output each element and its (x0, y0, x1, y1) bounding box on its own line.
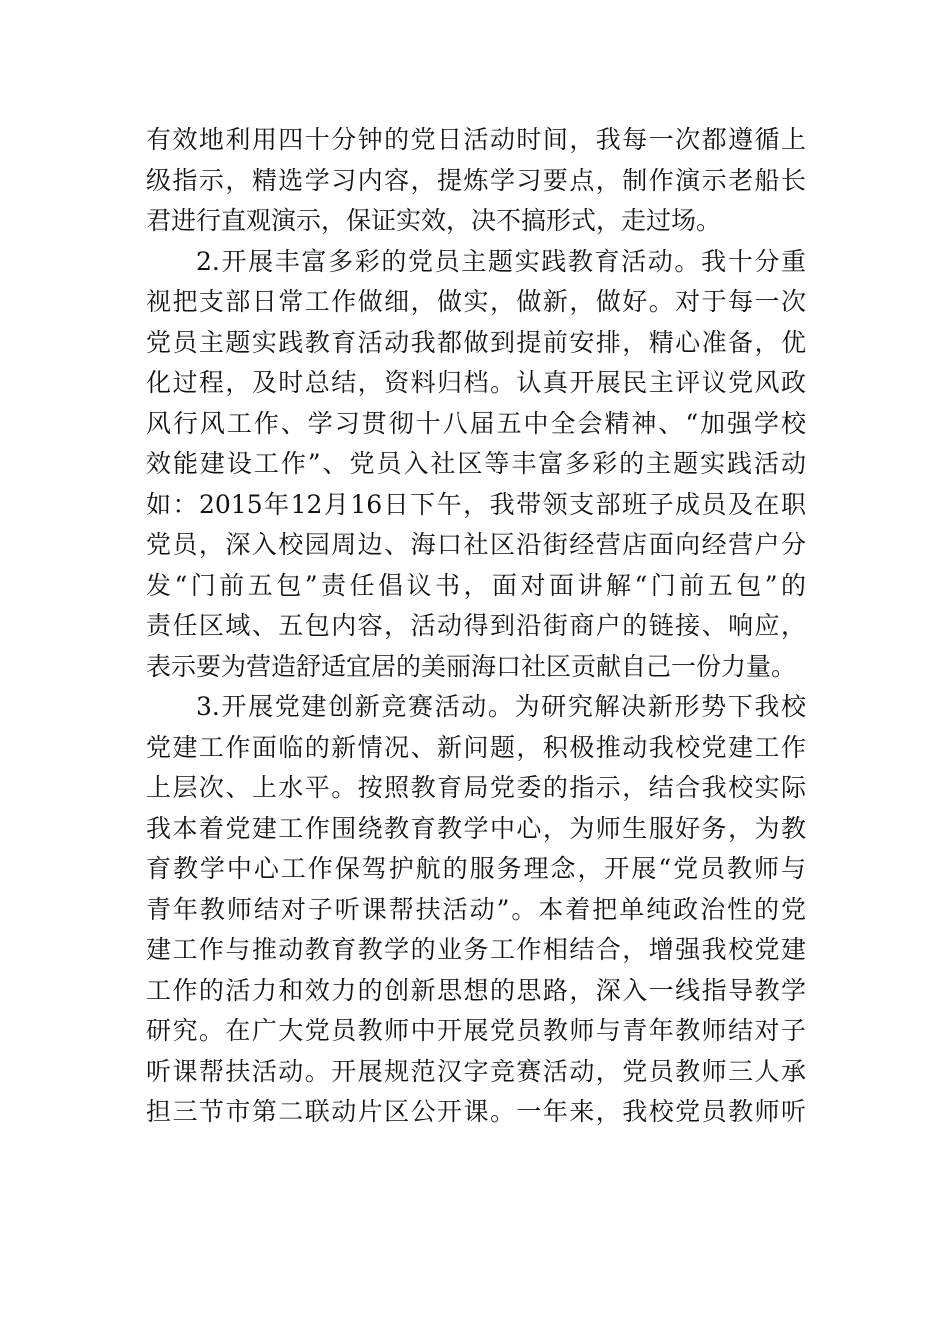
text-line: 发“门前五包”责任倡议书，面对面讲解“门前五包”的 (146, 570, 806, 600)
text-line: 如：2015年12月16日下午，我带领支部班子成员及在职 (146, 489, 806, 519)
text-line: 听课帮扶活动。开展规范汉字竞赛活动，党员教师三人承 (146, 1056, 806, 1086)
text-line: 级指示，精选学习内容，提炼学习要点，制作演示老船长 (146, 165, 806, 195)
text-line: 青年教师结对子听课帮扶活动”。本着把单纯政治性的党 (146, 894, 806, 924)
text-line: 育教学中心工作保驾护航的服务理念，开展“党员教师与 (146, 854, 806, 883)
text-line: 建工作与推动教育教学的业务工作相结合，增强我校党建 (146, 935, 806, 964)
text-line: 上层次、上水平。按照教育局党委的指示，结合我校实际 (146, 773, 806, 802)
text-line: 有效地利用四十分钟的党日活动时间，我每一次都遵循上 (146, 125, 806, 154)
text-line: 党员，深入校园周边、海口社区沿街经营店面向经营户分 (146, 530, 806, 559)
text-line: 担三节市第二联动片区公开课。一年来，我校党员教师听 (146, 1097, 806, 1126)
text-line: 党建工作面临的新情况、新问题，积极推动我校党建工作 (146, 732, 806, 762)
text-line: 3.开展党建创新竞赛活动。为研究解决新形势下我校 (196, 692, 806, 721)
text-line: 责任区域、五包内容，活动得到沿街商户的链接、响应， (146, 611, 806, 640)
text-line: 党员主题实践教育活动我都做到提前安排，精心准备，优 (146, 327, 806, 357)
text-line: 君进行直观演示，保证实效，决不搞形式，走过场。 (146, 206, 722, 235)
text-line: 研究。在广大党员教师中开展党员教师与青年教师结对子 (146, 1016, 806, 1045)
text-line: 2.开展丰富多彩的党员主题实践教育活动。我十分重 (196, 246, 806, 276)
text-line: 我本着党建工作围绕教育教学中心，为师生服好务，为教 (146, 813, 806, 843)
text-line: 风行风工作、学习贯彻十八届五中全会精神、“加强学校 (146, 408, 806, 438)
text-line: 效能建设工作”、党员入社区等丰富多彩的主题实践活动 (146, 449, 806, 478)
text-line: 表示要为营造舒适宜居的美丽海口社区贡献自己一份力量。 (146, 651, 797, 681)
document-body (146, 120, 806, 1133)
text-line: 化过程，及时总结，资料归档。认真开展民主评议党风政 (146, 368, 806, 397)
text-line: 工作的活力和效力的创新思想的思路，深入一线指导教学 (146, 975, 806, 1005)
text-line: 视把支部日常工作做细，做实，做新，做好。对于每一次 (146, 287, 806, 316)
